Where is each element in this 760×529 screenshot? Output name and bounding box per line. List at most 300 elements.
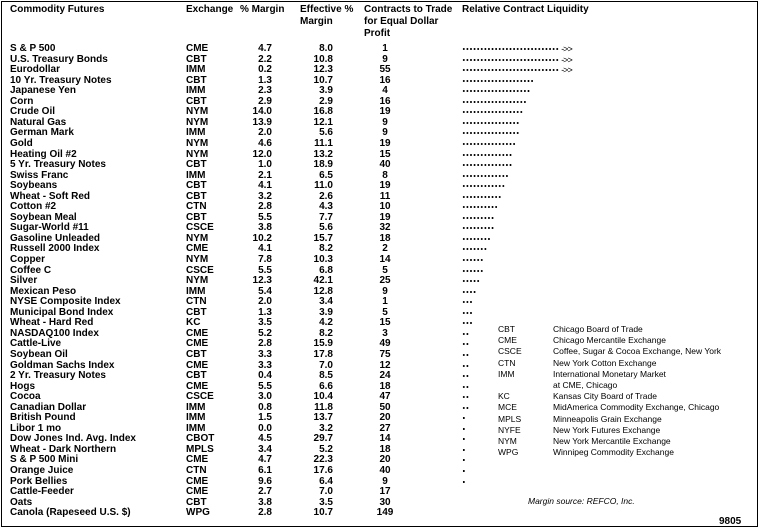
exchange-cell: IMM bbox=[186, 401, 206, 413]
margin-cell: 3.3 bbox=[258, 359, 272, 371]
commodity-name: Cattle-Live bbox=[10, 338, 62, 350]
exchange-cell: CBT bbox=[186, 95, 207, 107]
contracts-cell: 16 bbox=[379, 95, 391, 107]
liquidity-bar bbox=[462, 175, 509, 177]
exchange-cell: CBT bbox=[186, 211, 207, 223]
exchange-cell: WPG bbox=[186, 507, 210, 519]
commodity-name: Corn bbox=[10, 95, 34, 107]
effective-margin-cell: 22.3 bbox=[313, 454, 333, 466]
legend-abbr: CSCE bbox=[498, 346, 522, 357]
table-header bbox=[2, 2, 757, 43]
effective-margin-cell: 5.6 bbox=[319, 127, 333, 139]
effective-margin-cell: 10.8 bbox=[313, 53, 333, 65]
effective-margin-cell: 12.3 bbox=[313, 64, 333, 76]
liquidity-bar bbox=[462, 48, 559, 50]
effective-margin-cell: 6.5 bbox=[319, 169, 333, 181]
margin-cell: 2.7 bbox=[258, 486, 272, 498]
legend-full-name: International Monetary Market bbox=[553, 368, 666, 379]
legend-abbr: IMM bbox=[498, 368, 515, 379]
effective-margin-cell: 10.3 bbox=[313, 254, 333, 265]
liquidity-bar bbox=[462, 154, 512, 156]
effective-margin-cell: 12.1 bbox=[313, 116, 333, 128]
effective-margin-cell: 18.9 bbox=[313, 159, 333, 171]
contracts-cell: 10 bbox=[379, 201, 391, 213]
exchange-cell: CME bbox=[186, 454, 209, 466]
margin-cell: 2.3 bbox=[258, 85, 272, 97]
liquidity-bar bbox=[462, 470, 466, 472]
effective-margin-cell: 13.7 bbox=[313, 412, 333, 424]
contracts-cell: 30 bbox=[379, 496, 391, 508]
exchange-cell: IMM bbox=[186, 422, 206, 434]
effective-margin-cell: 3.9 bbox=[319, 306, 333, 318]
legend-abbr: NYFE bbox=[498, 424, 521, 435]
liquidity-bar bbox=[462, 417, 466, 419]
effective-margin-cell: 6.6 bbox=[319, 380, 333, 392]
header-effective-margin: Effective % Margin bbox=[300, 4, 354, 27]
contracts-cell: 9 bbox=[382, 116, 388, 128]
margin-cell: 2.8 bbox=[258, 338, 272, 350]
exchange-cell: IMM bbox=[186, 127, 206, 139]
effective-margin-cell: 8.2 bbox=[319, 243, 333, 255]
legend-full-name: Coffee, Sugar & Cocoa Exchange, New York bbox=[553, 346, 722, 357]
commodity-name: Wheat - Dark Northern bbox=[10, 443, 117, 455]
liquidity-bar bbox=[462, 80, 534, 82]
header-contracts: Contracts to Trade for Equal Dollar Profit bbox=[364, 4, 453, 39]
commodity-name: Swiss Franc bbox=[10, 169, 69, 181]
commodity-name: Pork Bellies bbox=[10, 475, 68, 487]
legend-full-name: MidAmerica Commodity Exchange, Chicago bbox=[553, 402, 720, 413]
liquidity-bar bbox=[462, 481, 466, 483]
contracts-cell: 4 bbox=[382, 85, 388, 97]
table-row bbox=[2, 139, 757, 150]
commodity-name: S & P 500 bbox=[10, 43, 56, 54]
effective-margin-cell: 3.9 bbox=[319, 85, 333, 97]
margin-cell: 1.0 bbox=[258, 159, 272, 171]
liquidity-bar bbox=[462, 59, 559, 61]
effective-margin-cell: 17.6 bbox=[313, 465, 333, 476]
commodity-name: Copper bbox=[10, 254, 45, 265]
contracts-cell: 5 bbox=[382, 264, 388, 276]
liquidity-bar bbox=[462, 312, 473, 314]
liquidity-bar bbox=[462, 386, 469, 388]
margin-cell: 5.2 bbox=[258, 327, 272, 339]
margin-cell: 2.2 bbox=[258, 53, 272, 65]
contracts-cell: 9 bbox=[382, 53, 388, 65]
liquidity-bar bbox=[462, 396, 469, 398]
legend-abbr: MCE bbox=[498, 402, 517, 413]
exchange-cell: CBT bbox=[186, 53, 207, 65]
document-code: 9805 bbox=[719, 516, 742, 527]
liquidity-bar bbox=[462, 375, 469, 377]
effective-margin-cell: 17.8 bbox=[313, 348, 333, 360]
commodity-name: Coffee C bbox=[10, 264, 52, 276]
table-row bbox=[2, 118, 757, 129]
legend-abbr: MPLS bbox=[498, 413, 522, 424]
legend-abbr: NYM bbox=[498, 436, 517, 446]
contracts-cell: 3 bbox=[382, 327, 388, 339]
margin-cell: 9.6 bbox=[258, 475, 272, 487]
legend-abbr: WPG bbox=[498, 447, 519, 458]
contracts-cell: 9 bbox=[382, 475, 388, 487]
exchange-cell: CME bbox=[186, 486, 209, 498]
margin-cell: 3.3 bbox=[258, 348, 272, 360]
header-liquidity: Relative Contract Liquidity bbox=[462, 4, 589, 15]
contracts-cell: 14 bbox=[379, 433, 391, 445]
effective-margin-cell: 7.0 bbox=[319, 359, 333, 371]
liquidity-bar bbox=[462, 227, 494, 229]
margin-cell: 13.9 bbox=[252, 116, 272, 128]
legend-full-name: Chicago Mercantile Exchange bbox=[553, 335, 666, 346]
margin-cell: 4.7 bbox=[258, 43, 272, 54]
liquidity-arrow: ->> bbox=[561, 65, 572, 76]
margin-cell: 4.1 bbox=[258, 180, 272, 192]
table-row bbox=[2, 107, 757, 118]
commodity-name: Russell 2000 Index bbox=[10, 243, 100, 255]
table-row bbox=[2, 44, 757, 55]
commodity-name: 10 Yr. Treasury Notes bbox=[10, 74, 112, 86]
commodity-name: Japanese Yen bbox=[10, 85, 76, 97]
effective-margin-cell: 11.8 bbox=[314, 401, 333, 413]
legend-abbr: CME bbox=[498, 335, 517, 346]
table-row bbox=[2, 508, 757, 519]
effective-margin-cell: 12.8 bbox=[313, 285, 333, 297]
margin-cell: 4.7 bbox=[258, 454, 272, 466]
margin-cell: 3.0 bbox=[258, 391, 272, 403]
liquidity-bar bbox=[462, 291, 476, 293]
margin-cell: 6.1 bbox=[258, 465, 272, 476]
margin-cell: 10.2 bbox=[252, 232, 272, 244]
commodity-name: Gasoline Unleaded bbox=[10, 232, 101, 244]
margin-cell: 4.5 bbox=[258, 433, 272, 445]
effective-margin-cell: 7.7 bbox=[319, 211, 333, 223]
liquidity-bar bbox=[462, 343, 469, 345]
liquidity-bar bbox=[462, 164, 512, 166]
legend-abbr: CBT bbox=[498, 324, 515, 334]
exchange-cell: CTN bbox=[186, 201, 207, 213]
liquidity-bar bbox=[462, 428, 466, 430]
commodity-name: Mexican Peso bbox=[10, 285, 77, 297]
contracts-cell: 14 bbox=[379, 254, 391, 265]
commodity-name: Soybeans bbox=[10, 180, 58, 192]
effective-margin-cell: 7.0 bbox=[319, 486, 333, 498]
margin-cell: 7.8 bbox=[258, 254, 272, 265]
effective-margin-cell: 5.2 bbox=[319, 443, 333, 455]
exchange-cell: IMM bbox=[186, 169, 206, 181]
exchange-cell: IMM bbox=[186, 64, 206, 76]
commodity-name: Oats bbox=[10, 496, 33, 508]
effective-margin-cell: 8.5 bbox=[319, 370, 333, 382]
commodity-name: Sugar-World #11 bbox=[10, 222, 89, 234]
commodity-name: Canola (Rapeseed U.S. $) bbox=[10, 507, 131, 519]
effective-margin-cell: 16.8 bbox=[313, 106, 333, 118]
margin-cell: 2.0 bbox=[258, 127, 272, 139]
exchange-cell: CBT bbox=[186, 190, 207, 202]
exchange-cell: CBT bbox=[186, 306, 207, 318]
exchange-cell: CME bbox=[186, 359, 209, 371]
margin-cell: 4.1 bbox=[258, 243, 272, 255]
margin-cell: 5.4 bbox=[258, 285, 272, 297]
contracts-cell: 19 bbox=[379, 106, 391, 118]
liquidity-bar bbox=[462, 354, 469, 356]
exchange-cell: NYM bbox=[186, 254, 209, 265]
effective-margin-cell: 10.7 bbox=[313, 507, 333, 519]
table-row bbox=[2, 276, 757, 287]
exchange-cell: IMM bbox=[186, 285, 206, 297]
contracts-cell: 18 bbox=[379, 380, 391, 392]
contracts-cell: 40 bbox=[379, 465, 391, 476]
legend-item bbox=[498, 369, 758, 380]
effective-margin-cell: 6.4 bbox=[319, 475, 333, 487]
commodity-name: 5 Yr. Treasury Notes bbox=[10, 159, 106, 171]
legend-item bbox=[498, 324, 758, 335]
margin-cell: 4.6 bbox=[258, 137, 272, 149]
margin-cell: 1.5 bbox=[258, 412, 272, 424]
table-row bbox=[2, 297, 757, 308]
exchange-cell: CSCE bbox=[186, 264, 214, 276]
table-row bbox=[2, 234, 757, 245]
commodity-name: British Pound bbox=[10, 412, 76, 424]
exchange-cell: NYM bbox=[186, 148, 209, 160]
effective-margin-cell: 42.1 bbox=[313, 275, 333, 287]
commodity-name: Gold bbox=[10, 137, 33, 149]
exchange-cell: CME bbox=[186, 380, 209, 392]
margin-cell: 3.8 bbox=[258, 496, 272, 508]
effective-margin-cell: 8.0 bbox=[319, 43, 333, 54]
exchange-cell: CBOT bbox=[186, 433, 215, 445]
liquidity-bar bbox=[462, 365, 469, 367]
legend-abbr: CTN bbox=[498, 357, 516, 368]
contracts-cell: 55 bbox=[379, 64, 391, 76]
effective-margin-cell: 8.2 bbox=[319, 327, 333, 339]
liquidity-bar bbox=[462, 438, 466, 440]
liquidity-bar bbox=[462, 259, 484, 261]
table-row bbox=[2, 466, 757, 477]
liquidity-bar bbox=[462, 143, 516, 145]
commodity-name: Cotton #2 bbox=[10, 201, 57, 213]
margin-cell: 3.8 bbox=[258, 222, 272, 234]
commodity-name: Wheat - Hard Red bbox=[10, 317, 94, 329]
contracts-cell: 32 bbox=[379, 222, 391, 234]
commodity-name: Silver bbox=[10, 275, 38, 287]
effective-margin-cell: 10.7 bbox=[313, 74, 333, 86]
effective-margin-cell: 3.5 bbox=[319, 496, 333, 508]
header-commodity: Commodity Futures bbox=[10, 4, 105, 15]
liquidity-bar bbox=[462, 238, 491, 240]
liquidity-bar bbox=[462, 122, 520, 124]
commodity-name: Cocoa bbox=[10, 391, 41, 403]
effective-margin-cell: 6.8 bbox=[319, 264, 333, 276]
liquidity-bar bbox=[462, 206, 498, 208]
margin-cell: 12.3 bbox=[252, 275, 272, 287]
table-row bbox=[2, 76, 757, 87]
legend-item bbox=[498, 436, 758, 447]
exchange-cell: CTN bbox=[186, 296, 207, 308]
contracts-cell: 11 bbox=[379, 190, 391, 202]
effective-margin-cell: 11.1 bbox=[314, 137, 333, 149]
contracts-cell: 9 bbox=[382, 285, 388, 297]
exchange-cell: CME bbox=[186, 327, 209, 339]
effective-margin-cell: 4.2 bbox=[319, 317, 333, 329]
commodity-name: Canadian Dollar bbox=[10, 401, 87, 413]
commodity-name: Eurodollar bbox=[10, 64, 61, 76]
commodity-name: S & P 500 Mini bbox=[10, 454, 79, 466]
contracts-cell: 24 bbox=[379, 370, 391, 382]
commodity-table bbox=[1, 1, 758, 527]
exchange-cell: CBT bbox=[186, 496, 207, 508]
contracts-cell: 20 bbox=[379, 412, 391, 424]
margin-cell: 2.8 bbox=[258, 507, 272, 519]
source-note: Margin source: REFCO, Inc. bbox=[528, 496, 635, 506]
margin-cell: 0.4 bbox=[258, 370, 272, 382]
effective-margin-cell: 3.4 bbox=[319, 296, 333, 308]
exchange-cell: MPLS bbox=[186, 443, 214, 455]
liquidity-bar bbox=[462, 270, 484, 272]
margin-cell: 0.8 bbox=[258, 401, 272, 413]
contracts-cell: 5 bbox=[382, 306, 388, 318]
liquidity-bar bbox=[462, 459, 466, 461]
legend-item bbox=[498, 402, 758, 413]
effective-margin-cell: 13.2 bbox=[313, 148, 333, 160]
contracts-cell: 2 bbox=[382, 243, 388, 255]
commodity-name: 2 Yr. Treasury Notes bbox=[10, 370, 106, 382]
contracts-cell: 17 bbox=[379, 486, 391, 498]
commodity-name: Wheat - Soft Red bbox=[10, 190, 90, 202]
legend-full-name: New York Cotton Exchange bbox=[553, 357, 657, 368]
commodity-name: Cattle-Feeder bbox=[10, 486, 74, 498]
table-row bbox=[2, 160, 757, 171]
margin-cell: 2.1 bbox=[258, 169, 272, 181]
exchange-cell: CBT bbox=[186, 348, 207, 360]
liquidity-bar bbox=[462, 248, 487, 250]
legend-full-name: Kansas City Board of Trade bbox=[553, 391, 657, 402]
liquidity-bar bbox=[462, 217, 494, 219]
exchange-cell: CME bbox=[186, 243, 209, 255]
exchange-cell: CSCE bbox=[186, 222, 214, 234]
contracts-cell: 18 bbox=[379, 232, 391, 244]
exchange-cell: KC bbox=[186, 317, 201, 329]
liquidity-bar bbox=[462, 90, 530, 92]
contracts-cell: 40 bbox=[379, 159, 391, 171]
exchange-cell: CBT bbox=[186, 180, 207, 192]
liquidity-bar bbox=[462, 196, 502, 198]
exchange-cell: CME bbox=[186, 43, 209, 54]
commodity-name: Libor 1 mo bbox=[10, 422, 62, 434]
commodity-name: Goldman Sachs Index bbox=[10, 359, 115, 371]
liquidity-bar bbox=[462, 69, 559, 71]
effective-margin-cell: 15.7 bbox=[313, 232, 333, 244]
commodity-name: Hogs bbox=[10, 380, 35, 392]
contracts-cell: 12 bbox=[379, 359, 391, 371]
legend-item bbox=[498, 391, 758, 402]
margin-cell: 3.4 bbox=[258, 443, 272, 455]
contracts-cell: 25 bbox=[379, 275, 391, 287]
effective-margin-cell: 10.4 bbox=[313, 391, 333, 403]
liquidity-bar bbox=[462, 132, 520, 134]
exchange-cell: CTN bbox=[186, 465, 207, 476]
exchange-cell: CBT bbox=[186, 159, 207, 171]
contracts-cell: 15 bbox=[379, 148, 391, 160]
exchange-cell: IMM bbox=[186, 412, 206, 424]
contracts-cell: 1 bbox=[382, 296, 388, 308]
effective-margin-cell: 2.6 bbox=[319, 190, 333, 202]
liquidity-bar bbox=[462, 333, 469, 335]
liquidity-arrow: ->> bbox=[561, 54, 572, 65]
contracts-cell: 20 bbox=[379, 454, 391, 466]
exchange-cell: IMM bbox=[186, 85, 206, 97]
legend-full-name: New York Mercantile Exchange bbox=[553, 436, 671, 446]
table-row bbox=[2, 255, 757, 266]
liquidity-bar bbox=[462, 322, 473, 324]
exchange-cell: CME bbox=[186, 338, 209, 350]
effective-margin-cell: 29.7 bbox=[313, 433, 333, 445]
contracts-cell: 15 bbox=[379, 317, 391, 329]
contracts-cell: 1 bbox=[382, 43, 388, 54]
legend-item bbox=[498, 447, 758, 458]
legend-item bbox=[498, 335, 758, 346]
effective-margin-cell: 3.2 bbox=[319, 422, 333, 434]
commodity-name: Municipal Bond Index bbox=[10, 306, 114, 318]
exchange-cell: CBT bbox=[186, 74, 207, 86]
exchange-cell: NYM bbox=[186, 116, 209, 128]
margin-cell: 5.5 bbox=[258, 264, 272, 276]
legend-full-name: at CME, Chicago bbox=[553, 380, 618, 390]
exchange-cell: NYM bbox=[186, 137, 209, 149]
commodity-name: Soybean Oil bbox=[10, 348, 68, 360]
contracts-cell: 8 bbox=[382, 169, 388, 181]
legend-full-name: Winnipeg Commodity Exchange bbox=[553, 447, 674, 458]
legend-item bbox=[498, 425, 758, 436]
contracts-cell: 9 bbox=[382, 127, 388, 139]
legend-item bbox=[498, 414, 758, 425]
contracts-cell: 19 bbox=[379, 137, 391, 149]
header-exchange: Exchange bbox=[186, 4, 234, 15]
exchange-cell: CBT bbox=[186, 370, 207, 382]
exchange-cell: CSCE bbox=[186, 391, 214, 403]
liquidity-bar bbox=[462, 301, 473, 303]
margin-cell: 5.5 bbox=[258, 380, 272, 392]
liquidity-bar bbox=[462, 185, 505, 187]
legend-item bbox=[498, 358, 758, 369]
commodity-name: German Mark bbox=[10, 127, 74, 139]
margin-cell: 5.5 bbox=[258, 211, 272, 223]
margin-cell: 1.3 bbox=[258, 74, 272, 86]
liquidity-arrow: ->> bbox=[561, 44, 572, 54]
margin-cell: 14.0 bbox=[252, 106, 272, 118]
margin-cell: 2.8 bbox=[258, 201, 272, 213]
liquidity-bar bbox=[462, 111, 523, 113]
liquidity-bar bbox=[462, 407, 469, 409]
legend-full-name: Chicago Board of Trade bbox=[553, 324, 643, 334]
effective-margin-cell: 4.3 bbox=[319, 201, 333, 213]
margin-cell: 0.0 bbox=[258, 422, 272, 434]
liquidity-bar bbox=[462, 280, 480, 282]
contracts-cell: 19 bbox=[379, 180, 391, 192]
legend-abbr: KC bbox=[498, 391, 510, 402]
legend-item bbox=[498, 346, 758, 357]
commodity-name: Orange Juice bbox=[10, 465, 74, 476]
margin-cell: 3.5 bbox=[258, 317, 272, 329]
liquidity-bar bbox=[462, 449, 466, 451]
commodity-name: Soybean Meal bbox=[10, 211, 77, 223]
margin-cell: 3.2 bbox=[258, 190, 272, 202]
margin-cell: 2.9 bbox=[258, 95, 272, 107]
header-margin: % Margin bbox=[240, 4, 285, 15]
effective-margin-cell: 15.9 bbox=[313, 338, 333, 350]
legend-item bbox=[498, 380, 758, 391]
commodity-name: U.S. Treasury Bonds bbox=[10, 53, 108, 65]
liquidity-bar bbox=[462, 101, 527, 103]
contracts-cell: 75 bbox=[379, 348, 391, 360]
